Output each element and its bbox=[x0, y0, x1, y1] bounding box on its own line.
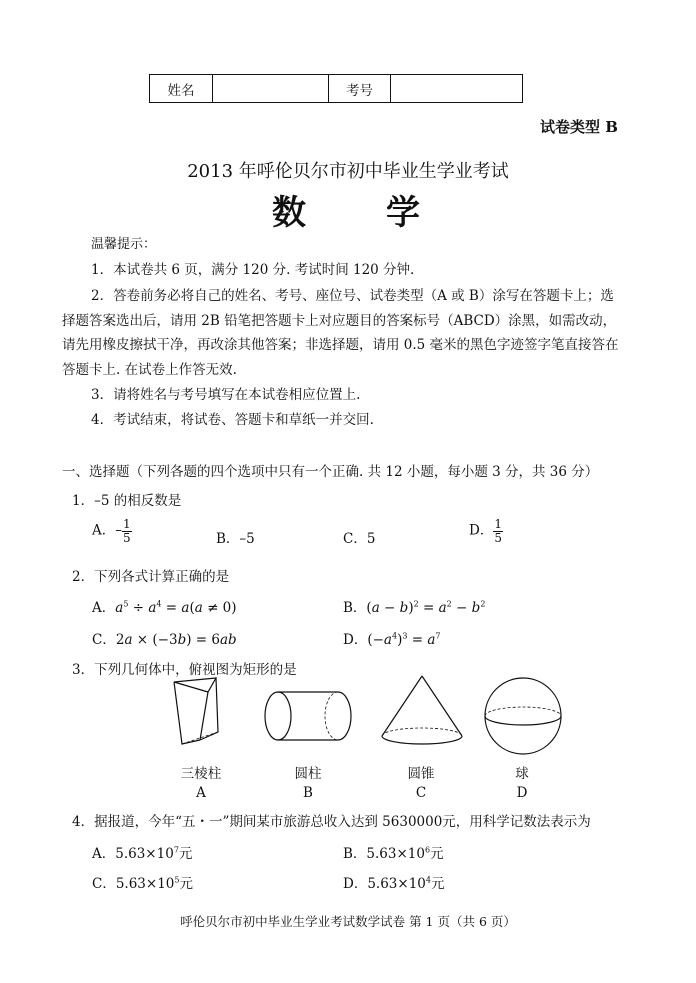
id-label: 考号 bbox=[329, 75, 391, 103]
q1-option-d-prefix: D． bbox=[469, 522, 494, 539]
sphere-shape bbox=[485, 678, 561, 754]
q4-option-b[interactable]: B．$5.63\times 10^6$元 bbox=[343, 845, 444, 862]
q1-option-d[interactable] bbox=[469, 518, 503, 544]
q1-stem: 1．–5 的相反数是 bbox=[72, 493, 182, 509]
name-field[interactable] bbox=[213, 75, 329, 103]
cylinder-shape bbox=[265, 692, 351, 740]
shape-name-a: 三棱柱 bbox=[180, 766, 222, 782]
q2-option-a[interactable]: A．$a^5 \div a^4 = a(a \ne 0)$ bbox=[92, 599, 237, 616]
tip-2-line-2: 择题答案选出后，请用 2B 铅笔把答题卡上对应题目的答案标号（ABCD）涂黑，如需改动， bbox=[62, 313, 617, 329]
id-field[interactable] bbox=[391, 75, 523, 103]
q2-stem: 2．下列各式计算正确的是 bbox=[72, 569, 230, 585]
q4-option-c[interactable]: C．$5.63\times 10^5$元 bbox=[92, 875, 193, 892]
q4-stem: 4．据报道，今年“五・一”期间某市旅游总收入达到 5630000元，用科学记数法表示为 bbox=[72, 814, 591, 830]
exam-title: 2013 年呼伦贝尔市初中毕业生学业考试 bbox=[187, 161, 509, 182]
q4-option-a[interactable]: A．$5.63\times 10^7$元 bbox=[92, 845, 193, 862]
shape-name-c: 圆锥 bbox=[407, 766, 435, 782]
name-label: 姓名 bbox=[150, 75, 213, 103]
shape-name-b: 圆柱 bbox=[294, 766, 322, 782]
q2-option-d[interactable]: D．$(-a^4)^3 = a^7$ bbox=[343, 631, 441, 648]
tip-1: 1．本试卷共 6 页，满分 120 分. 考试时间 120 分钟. bbox=[91, 262, 415, 278]
q1-option-c[interactable]: C．5 bbox=[343, 531, 376, 547]
q1-option-d-fraction: $\frac{1}{5}$ bbox=[494, 517, 502, 545]
paper-type: 试卷类型 B bbox=[540, 118, 618, 136]
tip-4: 4．考试结束，将试卷、答题卡和草纸一并交回. bbox=[91, 412, 374, 428]
q2-option-c[interactable]: C．2a × (−3b) = 6ab bbox=[92, 632, 237, 648]
page-footer: 呼伦贝尔市初中毕业生学业考试数学试卷 第 1 页（共 6 页） bbox=[180, 914, 516, 929]
shape-letter-d[interactable]: D bbox=[516, 785, 528, 801]
subject-title: 数 学 bbox=[272, 193, 424, 233]
tips-heading: 温馨提示： bbox=[91, 237, 157, 252]
q3-shapes-figure bbox=[160, 672, 580, 772]
section-1-heading: 一、选择题（下列各题的四个选项中只有一个正确. 共 12 小题，每小题 3 分，共 36 分） bbox=[62, 464, 599, 480]
student-info-table bbox=[149, 74, 523, 103]
shape-letter-b[interactable]: B bbox=[303, 785, 313, 801]
cone-shape bbox=[382, 676, 462, 744]
tip-2-line-3: 请先用橡皮擦拭干净，再改涂其他答案；非选择题，请用 0.5 毫米的黑色字迹签字笔直接答在 bbox=[62, 337, 619, 353]
q4-option-d[interactable]: D．$5.63\times 10^4$元 bbox=[343, 875, 445, 892]
q3-stem: 3．下列几何体中，俯视图为矩形的是 bbox=[72, 662, 297, 678]
tip-2-line-4: 答题卡上. 在试卷上作答无效. bbox=[62, 362, 237, 378]
q2-option-b[interactable]: B．$(a - b)^2 = a^2 - b^2$ bbox=[343, 599, 486, 616]
tip-2-line-1: 2．答卷前务必将自己的姓名、考号、座位号、试卷类型（A 或 B）涂写在答题卡上；选 bbox=[91, 288, 614, 304]
q1-option-a-prefix: A．– bbox=[92, 522, 122, 539]
tip-3: 3．请将姓名与考号填写在本试卷相应位置上. bbox=[91, 387, 361, 403]
shape-name-d: 球 bbox=[515, 766, 529, 782]
triangular-prism-shape bbox=[174, 678, 218, 744]
shape-letter-a[interactable]: A bbox=[196, 785, 206, 801]
shape-letter-c[interactable]: C bbox=[415, 785, 427, 801]
q1-option-a[interactable] bbox=[92, 518, 132, 544]
q1-option-a-fraction: $\frac{1}{5}$ bbox=[123, 517, 131, 545]
q1-option-b[interactable]: B．–5 bbox=[216, 531, 255, 547]
